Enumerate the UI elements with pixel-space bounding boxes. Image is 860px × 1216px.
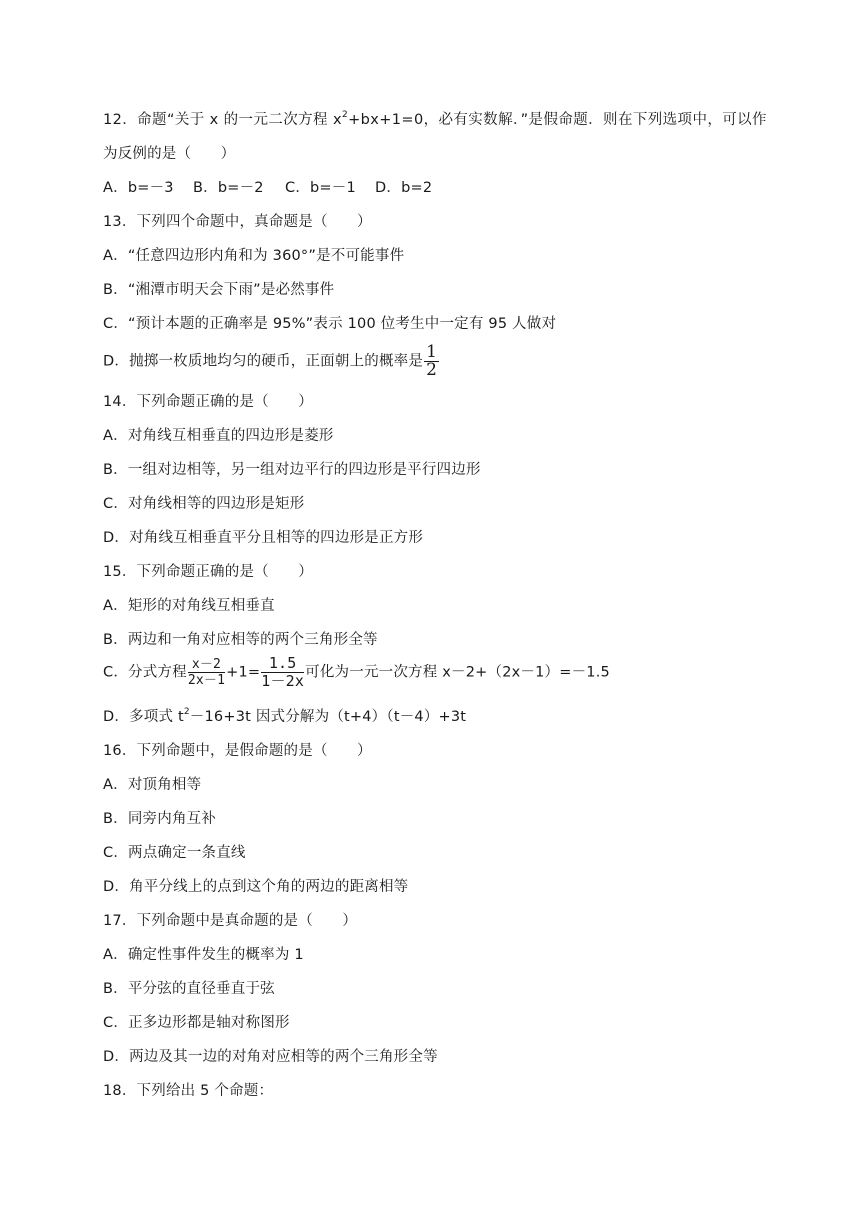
q12-option-d: D．b=2	[375, 180, 433, 196]
q15-option-d: D．多项式 $t^2-16+3t$ 因式分解为（t+4）（t－4）+3t	[103, 707, 467, 725]
q17-stem: 17．下列命题中是真命题的是（ ）	[103, 913, 358, 929]
q13-option-d: D．抛掷一枚质地均匀的硬币，正面朝上的概率是 $\frac{1}{2}$	[103, 342, 438, 380]
q13-fraction: $\frac{1}{2}$	[426, 342, 438, 380]
q17-option-c: C．正多边形都是轴对称图形	[103, 1015, 290, 1031]
q12-option-b: B．b=－2	[193, 180, 264, 196]
q15-option-a: A．矩形的对角线互相垂直	[103, 598, 275, 614]
q14-option-a: A．对角线互相垂直的四边形是菱形	[103, 428, 334, 444]
q13-option-b: B．“湘潭市明天会下雨”是必然事件	[103, 282, 335, 298]
q12-stem-line2: 为反例的是（ ）	[103, 146, 236, 162]
q12-exponent: 2	[341, 110, 349, 120]
q16-option-a: A．对顶角相等	[103, 777, 202, 793]
q15-stem: 15．下列命题正确的是（ ）	[103, 564, 313, 580]
q16-stem: 16．下列命题中，是假命题的是（ ）	[103, 743, 372, 759]
q18-stem: 18．下列给出 5 个命题：	[103, 1083, 274, 1099]
q16-option-c: C．两点确定一条直线	[103, 845, 246, 861]
q17-option-d: D．两边及其一边的对角对应相等的两个三角形全等	[103, 1049, 438, 1065]
q15-option-c: C．分式方程 $\frac{x-2}{2x-1}$ +1= $\frac{1.5}{1-2x}$ 可化为一元一次方程 x－2+（2x－1）=－1.5	[103, 654, 610, 690]
q13-option-a: A．“任意四边形内角和为 360°”是不可能事件	[103, 248, 405, 264]
q14-stem: 14．下列命题正确的是（ ）	[103, 394, 313, 410]
q15-option-b: B．两边和一角对应相等的两个三角形全等	[103, 632, 378, 648]
q14-option-d: D．对角线互相垂直平分且相等的四边形是正方形	[103, 530, 424, 546]
q12-options	[103, 178, 432, 198]
q14-option-c: C．对角线相等的四边形是矩形	[103, 496, 305, 512]
q12-option-c: C．b=－1	[285, 180, 356, 196]
q15-exponent: 2	[183, 707, 190, 717]
q14-option-b: B．一组对边相等，另一组对边平行的四边形是平行四边形	[103, 462, 481, 478]
q13-stem: 13．下列四个命题中，真命题是（ ）	[103, 214, 372, 230]
q15-fraction-2: $\frac{1.5}{1-2x}$	[261, 654, 305, 690]
q12-option-a: A．b=－3	[103, 180, 174, 196]
q12-stem-line1: 12．命题“关于 x 的一元二次方程 $x^2+bx+1=0$，必有实数解．”是假命题．则在下列选项中，可以作	[103, 110, 767, 128]
q16-option-b: B．同旁内角互补	[103, 811, 217, 827]
q17-option-a: A．确定性事件发生的概率为 1	[103, 947, 304, 963]
q15-fraction-1: $\frac{x-2}{2x-1}$	[187, 657, 226, 688]
q17-option-b: B．平分弦的直径垂直于弦	[103, 981, 275, 997]
q13-option-c: C．“预计本题的正确率是 95%”表示 100 位考生中一定有 95 人做对	[103, 316, 557, 332]
q16-option-d: D．角平分线上的点到这个角的两边的距离相等	[103, 879, 409, 895]
